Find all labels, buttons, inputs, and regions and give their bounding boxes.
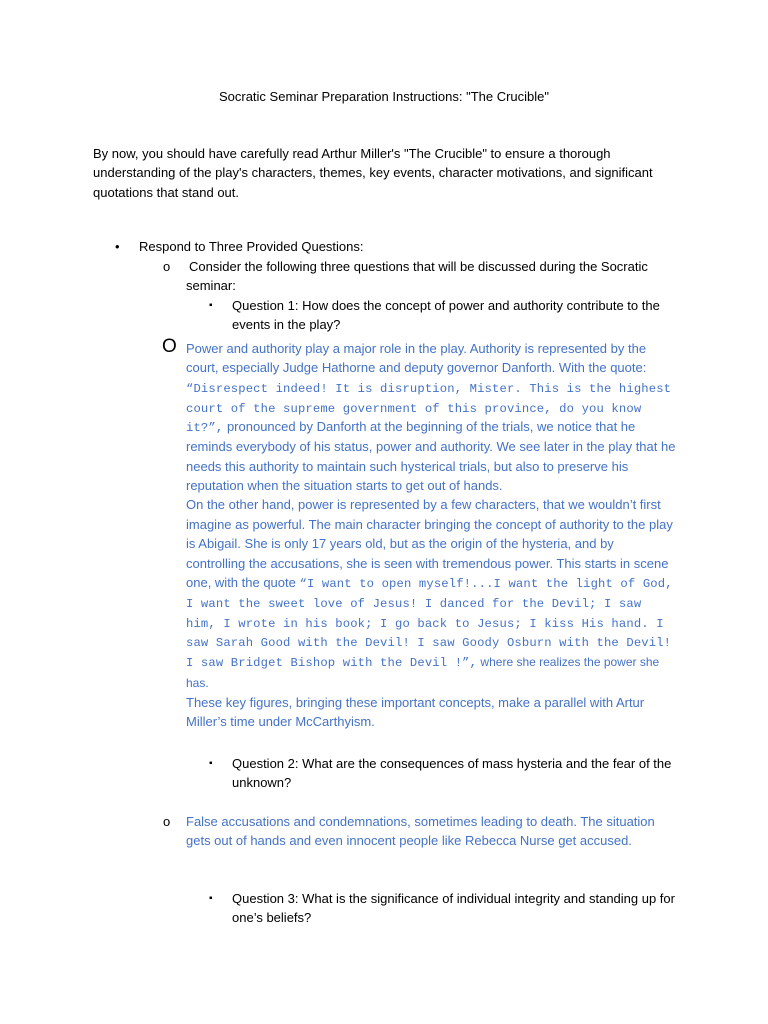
answer-1-quote: “Disrespect indeed! It is disruption, Mister. This is the highest court of the supreme government of this province, do you know it?”, — [186, 381, 672, 436]
answer-marker: O — [162, 336, 177, 357]
page-title: Socratic Seminar Preparation Instructions: "The Crucible" — [218, 89, 550, 104]
question-marker: ▪ — [209, 758, 213, 769]
list-item-respond: Respond to Three Provided Questions: — [139, 239, 364, 254]
answer-1 — [186, 339, 676, 732]
answer-1-quote-2: “I want to open myself!...I want the light of God, I want the sweet love of Jesus! I danced for the Devil; I saw him, I wrote in his book; I go back to Jesus; I kiss His hand. I saw Sarah Good with the Devil! I saw Goody Osburn with the Devil! I saw Bridget Bishop with the Devil !”, — [186, 577, 673, 671]
answer-1-paragraph-2: On the other hand, power is represented by a few characters, that we wouldn’t first imagine as powerful. The main character bringing the concept of authority to the play is Abigail. She is only 17 years old, but as the origin of the hysteria, and by controlling the accusations, she is seen with tremendous power. This starts in scene one, with the quote — [186, 497, 673, 591]
answer-1-text-cont: pronounced by Danforth at the beginning of the trials, we notice that he reminds everybody of his status, power and authority. We see later in the play that he needs this authority to maintain such hysterical trials, but also to preserve his reputation when the situation starts to get out of hands. — [186, 419, 676, 494]
answer-1-conclusion: These key figures, bringing these important concepts, make a parallel with Artur Miller’s time under McCarthyism. — [186, 695, 645, 730]
question-marker: ▪ — [209, 300, 213, 311]
question-1: Question 1: How does the concept of power and authority contribute to the events in the play? — [232, 298, 660, 333]
intro-paragraph: By now, you should have carefully read Arthur Miller's "The Crucible" to ensure a thorough understanding of the play's characters, themes, key events, character motivations, and significant quotations that stand out. — [93, 146, 653, 200]
answer-1-quote-note: where she realizes the power she has. — [186, 655, 660, 690]
question-2: Question 2: What are the consequences of mass hysteria and the fear of the unknown? — [232, 756, 672, 791]
sub-bullet-marker: o — [163, 259, 171, 274]
answer-1-text: Power and authority play a major role in the play. Authority is represented by the court, especially Judge Hathorne and deputy governor Danforth. With the quote: — [186, 341, 647, 376]
answer-2: False accusations and condemnations, sometimes leading to death. The situation gets out of hands and even innocent people like Rebecca Nurse get accused. — [186, 814, 655, 849]
list-item-consider: Consider the following three questions that will be discussed during the Socratic seminar: — [186, 259, 648, 294]
question-3: Question 3: What is the significance of individual integrity and standing up for one’s beliefs? — [232, 891, 675, 926]
answer-marker: o — [163, 814, 171, 829]
bullet-marker: • — [115, 239, 120, 254]
question-marker: ▪ — [209, 893, 213, 904]
list-item-level1 — [115, 237, 120, 256]
